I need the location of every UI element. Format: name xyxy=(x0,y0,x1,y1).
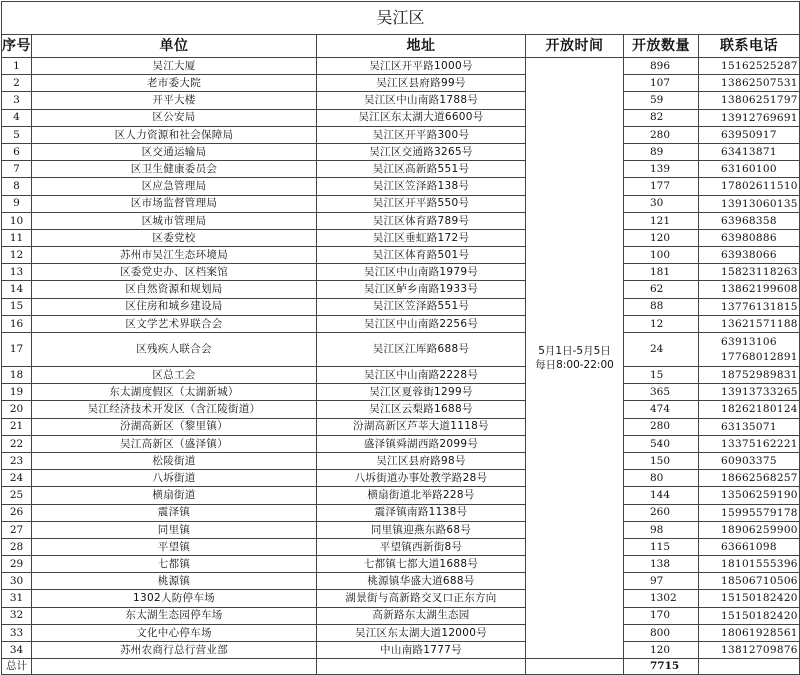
header-no: 序号 xyxy=(2,35,32,58)
row-number: 10 xyxy=(2,212,32,229)
row-unit: 平望镇 xyxy=(32,538,317,555)
row-phone xyxy=(699,92,800,109)
header-unit: 单位 xyxy=(32,35,317,58)
row-unit: 区文学艺术界联合会 xyxy=(32,315,317,332)
row-phone xyxy=(699,333,800,367)
row-address: 吴江区中山南路2228号 xyxy=(317,367,526,384)
row-count: 120 xyxy=(624,642,699,659)
row-count: 80 xyxy=(624,470,699,487)
row-count: 98 xyxy=(624,521,699,538)
row-address: 吴江区体育路501号 xyxy=(317,247,526,264)
phone-number: 60903375 xyxy=(721,454,777,467)
phone-number: 18906259900 xyxy=(721,523,798,536)
row-number: 3 xyxy=(2,92,32,109)
phone-number: 63913106 xyxy=(721,336,777,349)
row-number: 8 xyxy=(2,178,32,195)
row-unit: 汾湖高新区（黎里镇） xyxy=(32,418,317,435)
table-row xyxy=(2,487,800,504)
phone-number: 63968358 xyxy=(721,214,777,227)
row-phone xyxy=(699,75,800,92)
header-address: 地址 xyxy=(317,35,526,58)
row-number: 1 xyxy=(2,58,32,75)
row-unit: 开平大楼 xyxy=(32,92,317,109)
row-unit: 震泽镇 xyxy=(32,504,317,521)
row-number: 7 xyxy=(2,161,32,178)
row-unit: 1302人防停车场 xyxy=(32,590,317,607)
header-phone: 联系电话 xyxy=(699,35,800,58)
row-unit: 文化中心停车场 xyxy=(32,624,317,641)
row-address: 桃源镇华盛大道688号 xyxy=(317,573,526,590)
row-address: 同里镇迎燕东路68号 xyxy=(317,521,526,538)
open-time-hours: 每日8:00-22:00 xyxy=(535,359,614,372)
phone-number: 13776131815 xyxy=(721,300,798,313)
table-row xyxy=(2,367,800,384)
row-unit: 区自然资源和规划局 xyxy=(32,281,317,298)
table-row xyxy=(2,109,800,126)
row-count: 896 xyxy=(624,58,699,75)
row-count: 115 xyxy=(624,538,699,555)
row-phone xyxy=(699,126,800,143)
row-phone xyxy=(699,624,800,641)
row-number: 26 xyxy=(2,504,32,521)
table-row xyxy=(2,298,800,315)
row-unit: 吴江经济技术开发区（含江陵街道） xyxy=(32,401,317,418)
table-row xyxy=(2,538,800,555)
table-row xyxy=(2,590,800,607)
row-number: 34 xyxy=(2,642,32,659)
row-phone xyxy=(699,504,800,521)
row-unit: 区总工会 xyxy=(32,367,317,384)
row-unit: 吴江高新区（盛泽镇） xyxy=(32,435,317,452)
row-count: 89 xyxy=(624,143,699,160)
row-unit: 七都镇 xyxy=(32,556,317,573)
row-address: 吴江区开平路550号 xyxy=(317,195,526,212)
row-count: 88 xyxy=(624,298,699,315)
table-row xyxy=(2,58,800,75)
row-phone xyxy=(699,212,800,229)
phone-number: 15150182420 xyxy=(721,592,798,605)
phone-number: 13806251797 xyxy=(721,94,798,107)
header-row xyxy=(2,35,800,58)
row-number: 13 xyxy=(2,264,32,281)
row-address: 吴江区鲈乡南路1933号 xyxy=(317,281,526,298)
row-number: 33 xyxy=(2,624,32,641)
table-row xyxy=(2,452,800,469)
phone-number: 15823118263 xyxy=(721,266,798,279)
table-row xyxy=(2,333,800,367)
row-unit: 松陵街道 xyxy=(32,452,317,469)
phone-number: 15150182420 xyxy=(721,609,798,622)
phone-number: 17802611510 xyxy=(721,180,798,193)
table-row xyxy=(2,247,800,264)
table-row xyxy=(2,75,800,92)
table-row xyxy=(2,470,800,487)
phone-number: 15995579178 xyxy=(721,506,798,519)
row-count: 24 xyxy=(624,333,699,367)
row-address: 吴江区中山南路2256号 xyxy=(317,315,526,332)
row-address: 吴江区夏蓉街1299号 xyxy=(317,384,526,401)
row-phone xyxy=(699,590,800,607)
row-count: 107 xyxy=(624,75,699,92)
row-number: 17 xyxy=(2,333,32,367)
row-count: 82 xyxy=(624,109,699,126)
row-phone xyxy=(699,178,800,195)
row-address: 吴江区笠泽路138号 xyxy=(317,178,526,195)
parking-table xyxy=(1,1,800,675)
table-row xyxy=(2,143,800,160)
title-row xyxy=(2,2,800,35)
phone-number: 18262180124 xyxy=(721,403,798,416)
row-address: 吴江区高新路551号 xyxy=(317,161,526,178)
row-count: 170 xyxy=(624,607,699,624)
row-unit: 区委党校 xyxy=(32,229,317,246)
phone-number: 13506259190 xyxy=(721,489,798,502)
phone-number: 13812709876 xyxy=(721,644,798,656)
table-row xyxy=(2,92,800,109)
row-unit: 区卫生健康委员会 xyxy=(32,161,317,178)
row-count: 800 xyxy=(624,624,699,641)
header-count: 开放数量 xyxy=(624,35,699,58)
row-number: 12 xyxy=(2,247,32,264)
row-count: 100 xyxy=(624,247,699,264)
total-count: 7715 xyxy=(624,659,699,675)
phone-number: 13913060135 xyxy=(721,197,798,210)
phone-number: 18662568257 xyxy=(721,472,798,485)
row-phone xyxy=(699,452,800,469)
phone-number: 15162525287 xyxy=(721,60,798,72)
row-address: 吴江区中山南路1788号 xyxy=(317,92,526,109)
row-count: 150 xyxy=(624,452,699,469)
row-unit: 区住房和城乡建设局 xyxy=(32,298,317,315)
row-number: 9 xyxy=(2,195,32,212)
table-row xyxy=(2,315,800,332)
row-unit: 桃源镇 xyxy=(32,573,317,590)
row-unit: 同里镇 xyxy=(32,521,317,538)
table-row xyxy=(2,401,800,418)
row-count: 144 xyxy=(624,487,699,504)
phone-number: 18506710506 xyxy=(721,575,798,588)
table-row xyxy=(2,229,800,246)
row-number: 15 xyxy=(2,298,32,315)
row-address: 吴江区县府路99号 xyxy=(317,75,526,92)
table-row xyxy=(2,573,800,590)
table-row xyxy=(2,607,800,624)
row-unit: 区人力资源和社会保障局 xyxy=(32,126,317,143)
row-count: 138 xyxy=(624,556,699,573)
row-count: 97 xyxy=(624,573,699,590)
phone-number: 63413871 xyxy=(721,145,777,158)
table-row xyxy=(2,504,800,521)
row-count: 12 xyxy=(624,315,699,332)
table-row xyxy=(2,521,800,538)
table-row xyxy=(2,178,800,195)
row-address: 吴江区东太湖大道6600号 xyxy=(317,109,526,126)
row-count: 30 xyxy=(624,195,699,212)
row-phone xyxy=(699,229,800,246)
row-unit: 区应急管理局 xyxy=(32,178,317,195)
phone-number: 63950917 xyxy=(721,128,777,141)
row-address: 中山南路1777号 xyxy=(317,642,526,659)
row-number: 24 xyxy=(2,470,32,487)
row-address: 高新路东太湖生态园 xyxy=(317,607,526,624)
phone-number: 13862507531 xyxy=(721,77,798,90)
row-count: 474 xyxy=(624,401,699,418)
row-phone xyxy=(699,58,800,75)
row-address: 汾湖高新区芦莘大道1118号 xyxy=(317,418,526,435)
row-count: 280 xyxy=(624,418,699,435)
row-phone xyxy=(699,538,800,555)
row-address: 吴江区云梨路1688号 xyxy=(317,401,526,418)
row-phone xyxy=(699,435,800,452)
row-count: 540 xyxy=(624,435,699,452)
row-unit: 苏州市吴江生态环境局 xyxy=(32,247,317,264)
row-phone xyxy=(699,401,800,418)
table-row xyxy=(2,435,800,452)
phone-number: 13375162221 xyxy=(721,437,798,450)
row-number: 31 xyxy=(2,590,32,607)
table-row xyxy=(2,418,800,435)
table-row xyxy=(2,161,800,178)
phone-number: 13912769691 xyxy=(721,111,798,124)
row-number: 30 xyxy=(2,573,32,590)
table-row xyxy=(2,556,800,573)
row-unit: 区残疾人联合会 xyxy=(32,333,317,367)
row-phone xyxy=(699,195,800,212)
row-number: 14 xyxy=(2,281,32,298)
row-phone xyxy=(699,556,800,573)
row-phone xyxy=(699,367,800,384)
row-address: 吴江区交通路3265号 xyxy=(317,143,526,160)
row-number: 11 xyxy=(2,229,32,246)
row-phone xyxy=(699,384,800,401)
row-unit: 东太湖生态园停车场 xyxy=(32,607,317,624)
row-address: 吴江区东太湖大道12000号 xyxy=(317,624,526,641)
row-number: 4 xyxy=(2,109,32,126)
table-row xyxy=(2,624,800,641)
row-count: 15 xyxy=(624,367,699,384)
row-count: 121 xyxy=(624,212,699,229)
phone-number: 63160100 xyxy=(721,163,777,176)
row-count: 120 xyxy=(624,229,699,246)
row-number: 27 xyxy=(2,521,32,538)
phone-number: 63938066 xyxy=(721,249,777,262)
phone-number: 63980886 xyxy=(721,231,777,244)
row-number: 32 xyxy=(2,607,32,624)
row-number: 6 xyxy=(2,143,32,160)
row-number: 19 xyxy=(2,384,32,401)
table-row xyxy=(2,384,800,401)
table-row xyxy=(2,281,800,298)
row-number: 18 xyxy=(2,367,32,384)
row-number: 22 xyxy=(2,435,32,452)
table-title: 吴江区 xyxy=(2,2,800,35)
row-phone xyxy=(699,470,800,487)
row-number: 16 xyxy=(2,315,32,332)
table-row xyxy=(2,642,800,659)
row-count: 59 xyxy=(624,92,699,109)
row-unit: 老市委大院 xyxy=(32,75,317,92)
row-address: 吴江区垂虹路172号 xyxy=(317,229,526,246)
total-label: 总计 xyxy=(2,659,32,675)
row-unit: 区市场监督管理局 xyxy=(32,195,317,212)
row-address: 吴江区县府路98号 xyxy=(317,452,526,469)
phone-number: 13862199608 xyxy=(721,283,798,296)
phone-number: 18101555396 xyxy=(721,558,798,571)
row-phone xyxy=(699,298,800,315)
row-number: 20 xyxy=(2,401,32,418)
phone-number: 13913733265 xyxy=(721,386,798,399)
row-count: 181 xyxy=(624,264,699,281)
row-address: 吴江区笠泽路551号 xyxy=(317,298,526,315)
row-count: 62 xyxy=(624,281,699,298)
row-unit: 区交通运输局 xyxy=(32,143,317,160)
row-unit: 区委党史办、区档案馆 xyxy=(32,264,317,281)
row-count: 365 xyxy=(624,384,699,401)
table-row xyxy=(2,126,800,143)
open-time-dates: 5月1日-5月5日 xyxy=(538,344,611,357)
row-phone xyxy=(699,487,800,504)
row-phone xyxy=(699,607,800,624)
phone-number: 63661098 xyxy=(721,540,777,553)
row-unit: 苏州农商行总行营业部 xyxy=(32,642,317,659)
header-time: 开放时间 xyxy=(526,35,624,58)
row-address: 吴江区开平路1000号 xyxy=(317,58,526,75)
row-unit: 横扇街道 xyxy=(32,487,317,504)
row-phone xyxy=(699,143,800,160)
row-unit: 区公安局 xyxy=(32,109,317,126)
row-address: 吴江区中山南路1979号 xyxy=(317,264,526,281)
row-number: 29 xyxy=(2,556,32,573)
row-address: 吴江区江厍路688号 xyxy=(317,333,526,367)
row-phone xyxy=(699,642,800,659)
table-row xyxy=(2,212,800,229)
row-address: 湖景街与高新路交叉口正东方向 xyxy=(317,590,526,607)
row-count: 1302 xyxy=(624,590,699,607)
row-phone xyxy=(699,418,800,435)
row-number: 21 xyxy=(2,418,32,435)
row-phone xyxy=(699,315,800,332)
row-phone xyxy=(699,521,800,538)
row-count: 280 xyxy=(624,126,699,143)
row-address: 七都镇七都大道1688号 xyxy=(317,556,526,573)
row-address: 吴江区体育路789号 xyxy=(317,212,526,229)
row-phone xyxy=(699,109,800,126)
row-unit: 吴江大厦 xyxy=(32,58,317,75)
row-address: 平望镇西新街8号 xyxy=(317,538,526,555)
phone-number: 18752989831 xyxy=(721,369,798,381)
row-address: 震泽镇南路1138号 xyxy=(317,504,526,521)
row-count: 177 xyxy=(624,178,699,195)
row-number: 25 xyxy=(2,487,32,504)
row-number: 5 xyxy=(2,126,32,143)
row-phone xyxy=(699,264,800,281)
row-count: 139 xyxy=(624,161,699,178)
row-unit: 区城市管理局 xyxy=(32,212,317,229)
row-address: 盛泽镇舜湖西路2099号 xyxy=(317,435,526,452)
row-address: 吴江区开平路300号 xyxy=(317,126,526,143)
phone-number: 63135071 xyxy=(721,420,777,433)
row-address: 横扇街道北举路228号 xyxy=(317,487,526,504)
row-phone xyxy=(699,247,800,264)
phone-number: 17768012891 xyxy=(721,350,798,363)
row-address: 八坼街道办事处教学路28号 xyxy=(317,470,526,487)
row-number: 23 xyxy=(2,452,32,469)
row-phone xyxy=(699,573,800,590)
table-row xyxy=(2,264,800,281)
row-unit: 八坼街道 xyxy=(32,470,317,487)
row-number: 2 xyxy=(2,75,32,92)
row-number: 28 xyxy=(2,538,32,555)
phone-number: 18061928561 xyxy=(721,626,798,639)
table-row xyxy=(2,195,800,212)
open-time-cell xyxy=(526,58,624,659)
row-count: 260 xyxy=(624,504,699,521)
phone-number: 13621571188 xyxy=(721,317,798,330)
row-unit: 东太湖度假区（太湖新城） xyxy=(32,384,317,401)
row-phone xyxy=(699,281,800,298)
row-phone xyxy=(699,161,800,178)
